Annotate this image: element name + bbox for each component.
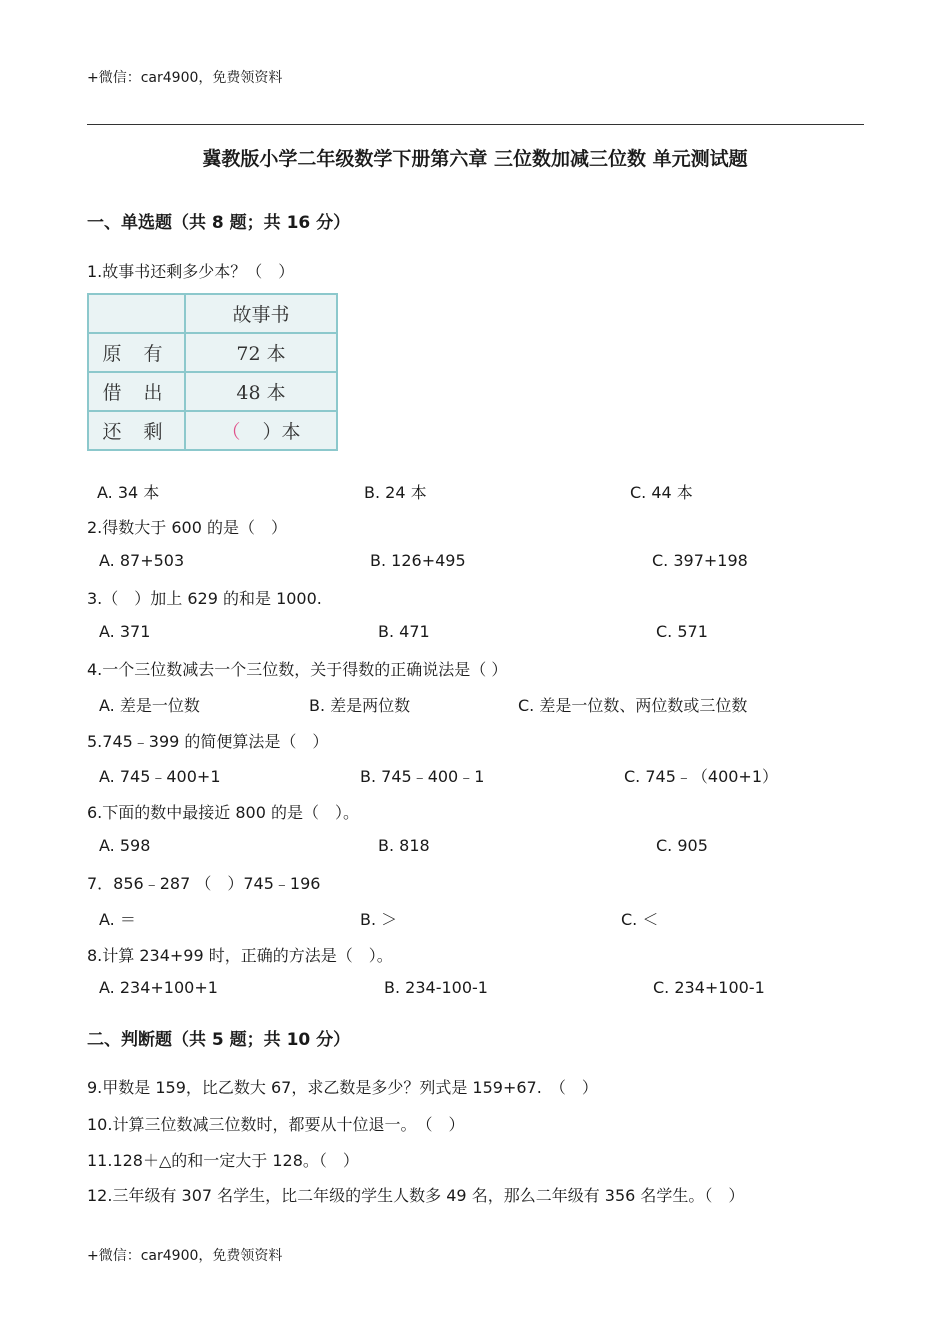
question-8: 8.计算 234+99 时，正确的方法是（ ）。 bbox=[87, 946, 393, 965]
option-b[interactable]: B. 24 本 bbox=[364, 483, 427, 502]
option-c[interactable]: C. 571 bbox=[656, 622, 708, 641]
option-a[interactable]: A. 745﹣400+1 bbox=[99, 767, 221, 786]
option-c[interactable]: C. 397+198 bbox=[652, 551, 748, 570]
question-9: 9.甲数是 159，比乙数大 67，求乙数是多少？列式是 159+67. （ ） bbox=[87, 1078, 598, 1097]
table-row-value: 48 本 bbox=[185, 372, 337, 411]
question-10: 10.计算三位数减三位数时，都要从十位退一。 （ ） bbox=[87, 1115, 465, 1134]
option-a[interactable]: A. 差是一位数 bbox=[99, 696, 200, 715]
question-7: 7．856﹣287 （ ）745﹣196 bbox=[87, 874, 321, 893]
footer-note: +微信：car4900，免费领资料 bbox=[87, 1248, 283, 1264]
blank-open-paren: （ bbox=[221, 421, 241, 443]
option-c[interactable]: C. ＜ bbox=[621, 910, 659, 929]
header-divider bbox=[87, 124, 864, 125]
table-corner-cell bbox=[88, 294, 185, 333]
table-row-label: 原 有 bbox=[88, 333, 185, 372]
table-row-value: 72 本 bbox=[185, 333, 337, 372]
question-11: 11.128＋△的和一定大于 128。（ ） bbox=[87, 1151, 359, 1170]
option-a[interactable]: A. 371 bbox=[99, 622, 151, 641]
question-12: 12.三年级有 307 名学生，比二年级的学生人数多 49 名，那么二年级有 356 名学生。（ ） bbox=[87, 1186, 745, 1205]
option-c[interactable]: C. 745﹣（400+1） bbox=[624, 767, 779, 786]
story-book-table bbox=[87, 293, 338, 451]
option-a[interactable]: A. 34 本 bbox=[97, 483, 160, 502]
table-header-cell: 故事书 bbox=[185, 294, 337, 333]
option-c[interactable]: C. 差是一位数、两位数或三位数 bbox=[518, 696, 748, 715]
page-title: 冀教版小学二年级数学下册第六章 三位数加减三位数 单元测试题 bbox=[202, 148, 748, 170]
option-c[interactable]: C. 234+100-1 bbox=[653, 978, 765, 997]
option-b[interactable]: B. ＞ bbox=[360, 910, 398, 929]
option-b[interactable]: B. 234-100-1 bbox=[384, 978, 488, 997]
option-b[interactable]: B. 471 bbox=[378, 622, 430, 641]
blank-close-paren: ）本 bbox=[262, 421, 301, 443]
option-a[interactable]: A. ＝ bbox=[99, 910, 136, 929]
option-b[interactable]: B. 126+495 bbox=[370, 551, 466, 570]
option-b[interactable]: B. 差是两位数 bbox=[309, 696, 411, 715]
question-4: 4.一个三位数减去一个三位数，关于得数的正确说法是（ ） bbox=[87, 660, 508, 679]
section-heading-true-false: 二、判断题（共 5 题；共 10 分） bbox=[87, 1030, 351, 1050]
option-a[interactable]: A. 87+503 bbox=[99, 551, 185, 570]
question-5: 5.745﹣399 的简便算法是（ ） bbox=[87, 732, 329, 751]
section-heading-single-choice: 一、单选题（共 8 题；共 16 分） bbox=[87, 213, 351, 233]
option-b[interactable]: B. 745﹣400﹣1 bbox=[360, 767, 485, 786]
option-c[interactable]: C. 905 bbox=[656, 836, 708, 855]
table-row-label: 还 剩 bbox=[88, 411, 185, 450]
question-2: 2.得数大于 600 的是（ ） bbox=[87, 518, 287, 537]
question-1: 1.故事书还剩多少本？（ ） bbox=[87, 262, 295, 281]
table-row-value-blank bbox=[185, 411, 337, 450]
table-row-label: 借 出 bbox=[88, 372, 185, 411]
question-3: 3.（ ）加上 629 的和是 1000. bbox=[87, 589, 322, 608]
option-a[interactable]: A. 234+100+1 bbox=[99, 978, 218, 997]
option-b[interactable]: B. 818 bbox=[378, 836, 430, 855]
option-a[interactable]: A. 598 bbox=[99, 836, 151, 855]
header-note: +微信：car4900，免费领资料 bbox=[87, 70, 283, 86]
option-c[interactable]: C. 44 本 bbox=[630, 483, 693, 502]
question-6: 6.下面的数中最接近 800 的是（ ）。 bbox=[87, 803, 359, 822]
